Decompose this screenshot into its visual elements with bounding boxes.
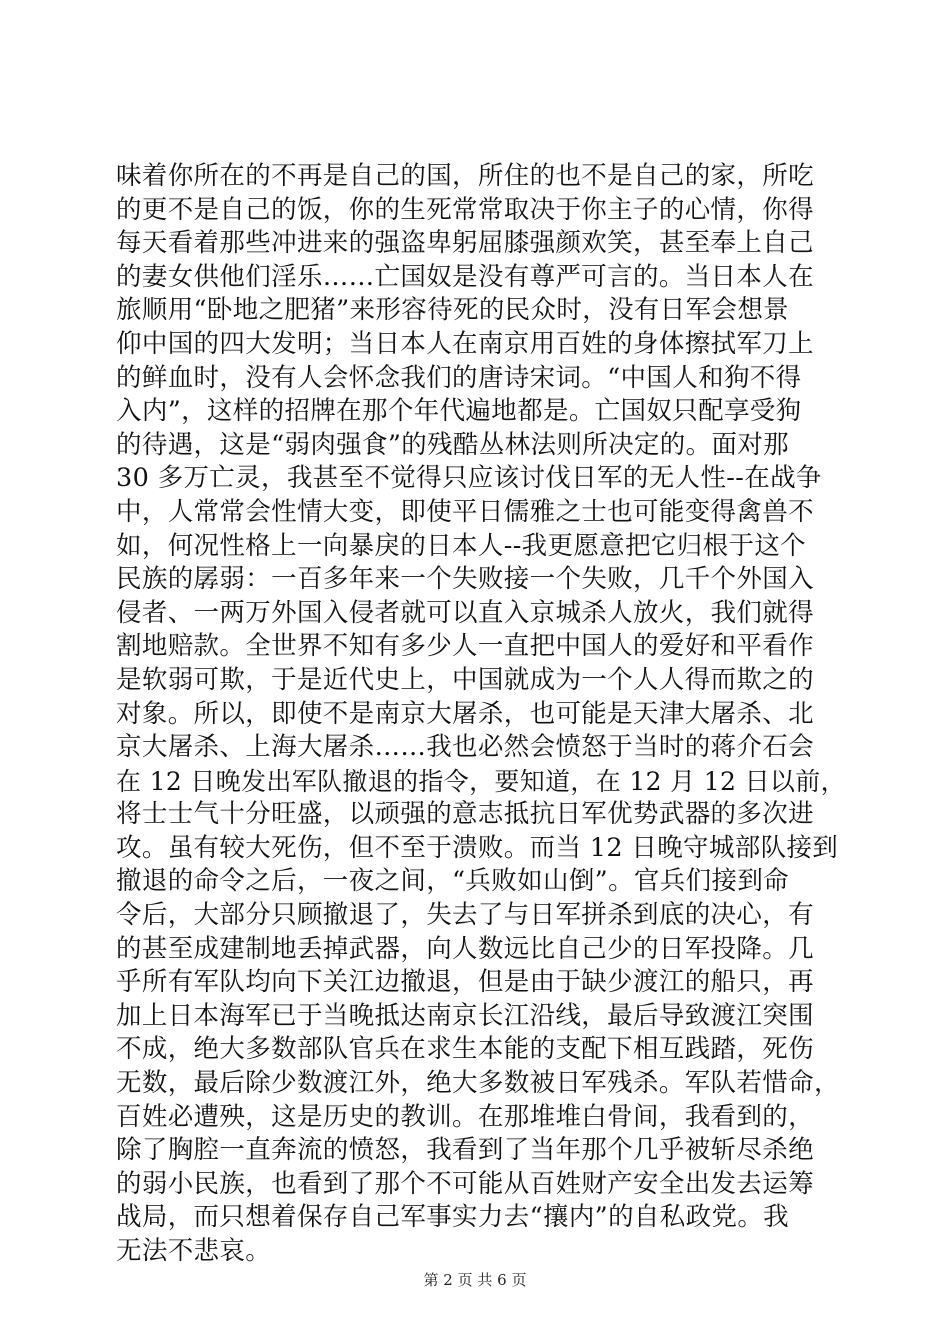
page-footer: 第 2 页 共 6 页: [423, 1271, 527, 1289]
text-line: 的更不是自己的饭，你的生死常常取决于你主子的心情，你得: [116, 194, 814, 225]
text-line: 将士士气十分旺盛，以顽强的意志抵抗日军优势武器的多次进: [116, 799, 814, 830]
text-line: 对象。所以，即使不是南京大屠杀，也可能是天津大屠杀、北: [116, 698, 814, 729]
text-line: 的甚至成建制地丢掉武器，向人数远比自己少的日军投降。几: [116, 933, 814, 964]
text-line: 旅顺用“卧地之肥猪”来形容待死的民众时，没有日军会想景: [116, 295, 790, 326]
text-line: 乎所有军队均向下关江边撤退，但是由于缺少渡江的船只，再: [116, 967, 814, 998]
text-line: 无数，最后除少数渡江外，绝大多数被日军残杀。军队若惜命，: [116, 1068, 840, 1099]
text-line: 的待遇，这是“弱肉强食”的残酷丛林法则所决定的。面对那: [116, 429, 790, 460]
text-line: 侵者、一两万外国入侵者就可以直入京城杀人放火，我们就得: [116, 597, 814, 628]
text-line: 加上日本海军已于当晚抵达南京长江沿线，最后导致渡江突围: [116, 1000, 814, 1031]
text-line: 仰中国的四大发明；当日本人在南京用百姓的身体擦拭军刀上: [116, 328, 814, 359]
text-line: 是软弱可欺，于是近代史上，中国就成为一个人人得而欺之的: [116, 664, 814, 695]
body-text: [116, 160, 846, 1269]
text-line: 民族的孱弱：一百多年来一个失败接一个失败，几千个外国入: [116, 564, 814, 595]
text-line: 战局，而只想着保存自己军事实力去“攘内”的自私政党。我: [116, 1202, 790, 1233]
text-line: 京大屠杀、上海大屠杀……我也必然会愤怒于当时的蒋介石会: [116, 732, 814, 763]
text-line: 令后，大部分只顾撤退了，失去了与日军拼杀到底的决心，有: [116, 900, 814, 931]
text-line: 味着你所在的不再是自己的国，所住的也不是自己的家，所吃: [116, 161, 814, 191]
text-line: 入内”，这样的招牌在那个年代遍地都是。亡国奴只配享受狗: [116, 396, 802, 427]
text-line: 如，何况性格上一向暴戾的日本人--我更愿意把它归根于这个: [116, 530, 807, 561]
text-line: 攻。虽有较大死伤，但不至于溃败。而当 12 日晚守城部队接到: [116, 832, 839, 863]
text-line: 百姓必遭殃，这是历史的教训。在那堆堆白骨间，我看到的，: [116, 1101, 814, 1132]
text-line: 的弱小民族，也看到了那个不可能从百姓财产安全出发去运筹: [116, 1168, 814, 1199]
text-line: 的鲜血时，没有人会怀念我们的唐诗宋词。“中国人和狗不得: [116, 362, 802, 393]
text-line: 中，人常常会性情大变，即使平日儒雅之士也可能变得禽兽不: [116, 496, 814, 527]
text-line: 每天看着那些冲进来的强盗卑躬屈膝强颜欢笑，甚至奉上自己: [116, 228, 814, 259]
text-line: 除了胸腔一直奔流的愤怒，我看到了当年那个几乎被斩尽杀绝: [116, 1135, 814, 1166]
text-line: 无法不悲哀。: [116, 1236, 272, 1266]
text-line: 不成，绝大多数部队官兵在求生本能的支配下相互践踏，死伤: [116, 1034, 814, 1065]
text-line: 30 多万亡灵，我甚至不觉得只应该讨伐日军的无人性--在战争: [116, 463, 822, 494]
text-line: 割地赔款。全世界不知有多少人一直把中国人的爱好和平看作: [116, 631, 814, 662]
text-line: 的妻女供他们淫乐……亡国奴是没有尊严可言的。当日本人在: [116, 261, 814, 292]
text-line: 在 12 日晚发出军队撤退的指令，要知道，在 12 月 12 日以前，: [116, 766, 846, 796]
text-line: 撤退的命令之后，一夜之间，“兵败如山倒”。官兵们接到命: [116, 866, 790, 897]
